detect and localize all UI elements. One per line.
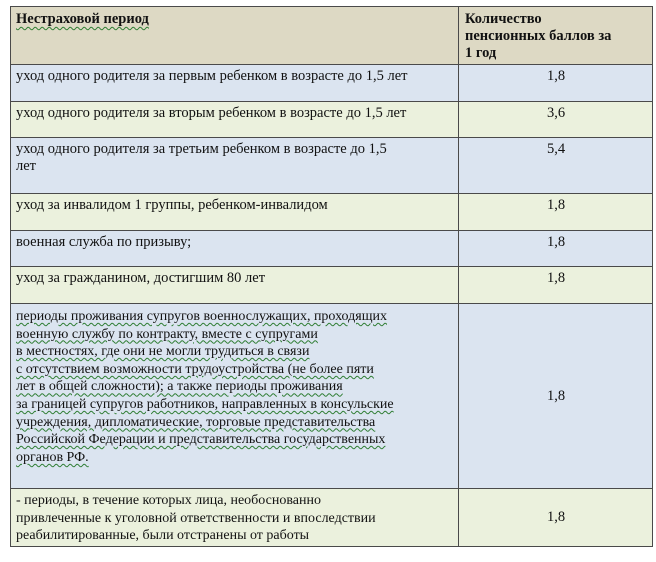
pension-points-table [10,6,653,547]
header-period-label: Нестраховой период [16,11,149,27]
period-line: лет в общей сложности); а также периоды проживания [16,379,343,395]
table-row [11,65,653,102]
period-line: за границей супругов работников, направленных в консульские [16,396,394,412]
period-cell [11,304,459,489]
period-cell: уход за гражданином, достигшим 80 лет [11,267,459,304]
period-line: с отсутствием возможности трудоустройства (не более пяти [16,361,374,377]
header-period [11,7,459,65]
period-line: уход одного родителя за третьим ребенком в возрасте до 1,5 [16,141,387,157]
period-cell: уход одного родителя за первым ребенком в возрасте до 1,5 лет [11,65,459,102]
period-line: Российской Федерации и представительства государственных [16,432,386,448]
period-cell: уход одного родителя за вторым ребенком в возрасте до 1,5 лет [11,102,459,138]
header-points-line: Количество [465,11,542,27]
points-value: 1,8 [546,387,566,404]
period-line: привлеченные к уголовной ответственности и впоследствии [16,510,376,526]
period-cell: уход за инвалидом 1 группы, ребенком-инвалидом [11,194,459,231]
points-cell: 3,6 [459,102,653,138]
period-line: периоды проживания супругов военнослужащих, проходящих [16,309,387,324]
period-cell [11,489,459,547]
points-cell: 1,8 [459,267,653,304]
table-row [11,489,653,547]
points-cell: 5,4 [459,138,653,194]
table-row [11,231,653,267]
points-cell [459,304,653,489]
period-line: в местностях, где они не могли трудиться в связи [16,344,310,360]
table-row [11,102,653,138]
period-line: военную службу по контракту, вместе с супругами [16,326,318,342]
period-line: - периоды, в течение которых лица, необоснованно [16,493,321,508]
period-cell [11,138,459,194]
table-row [11,304,653,489]
period-line: органов РФ. [16,449,89,465]
points-value: 1,8 [546,509,566,525]
period-line: лет [16,158,37,174]
table-row [11,267,653,304]
header-points-line: 1 год [465,45,497,61]
table-row [11,194,653,231]
points-cell: 1,8 [459,194,653,231]
period-line: учреждения, дипломатические, торговые представительства [16,414,376,430]
period-cell: военная служба по призыву; [11,231,459,267]
period-line: реабилитированные, были отстранены от работы [16,528,310,544]
points-cell [459,489,653,547]
header-points [459,7,653,65]
table-header-row [11,7,653,65]
header-points-line: пенсионных баллов за [465,28,612,44]
table-row [11,138,653,194]
points-cell: 1,8 [459,65,653,102]
points-cell: 1,8 [459,231,653,267]
